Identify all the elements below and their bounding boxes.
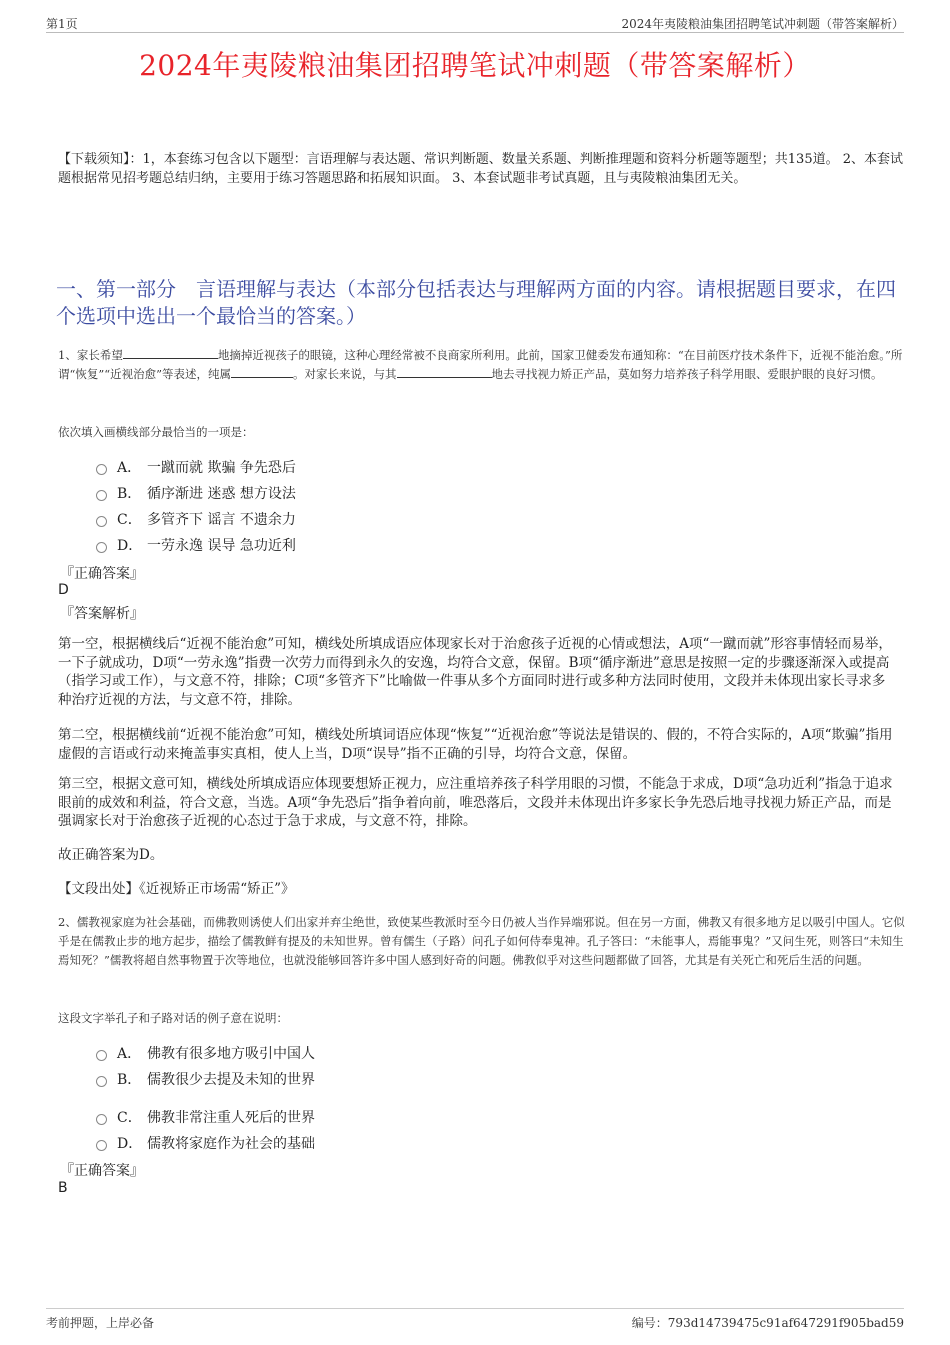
q1-analysis-conclusion: 故正确答案为D。 [58, 847, 164, 863]
q1-answer-tag: 『正确答案』 [60, 566, 144, 582]
q1-text-part-a: 1、家长希望 [58, 348, 123, 362]
radio-icon[interactable] [96, 1114, 107, 1125]
radio-icon[interactable] [96, 1050, 107, 1061]
q2-answer: B [58, 1180, 68, 1196]
question-1-text [58, 346, 906, 384]
q1-source: 【文段出处】《近视矫正市场需“矫正”》 [58, 881, 295, 897]
q1-blank-1 [123, 348, 218, 359]
q2-option-a[interactable]: A． 佛教有很多地方吸引中国人 [96, 1043, 315, 1063]
q1-text-part-b: 地摘掉近视孩子的眼镜，这种心理经常被不良商家所利用。此前，国家卫健委发布通知称：“在目前医疗技术条件下，近视不能治愈。”所谓“恢复”“近视治愈”等表述，纯属 [58, 348, 903, 381]
radio-icon[interactable] [96, 1140, 107, 1151]
q2-option-b[interactable]: B． 儒教很少去提及未知的世界 [96, 1069, 315, 1089]
footer-doc-id: 编号：793d14739475c91af647291f905bad59 [631, 1316, 904, 1330]
q1-analysis-tag: 『答案解析』 [60, 606, 144, 622]
header-doc-title: 2024年夷陵粮油集团招聘笔试冲刺题（带答案解析） [621, 17, 904, 31]
q1-text-part-c: 。对家长来说，与其 [293, 367, 397, 381]
question-2-prompt: 这段文字举孔子和子路对话的例子意在说明： [58, 1011, 288, 1025]
section-heading: 一、第一部分 言语理解与表达（本部分包括表达与理解两方面的内容。请根据题目要求，在四个选项中选出一个最恰当的答案。） [56, 277, 896, 328]
radio-icon[interactable] [96, 464, 107, 475]
question-1-prompt: 依次填入画横线部分最恰当的一项是： [58, 425, 254, 439]
footer-divider [46, 1308, 904, 1309]
question-2-text: 2、儒教视家庭为社会基础，而佛教则诱使人们出家并弃尘绝世，致使某些教派时至今日仍被人当作异端邪说。但在另一方面，佛教又有很多地方足以吸引中国人。它似乎是在儒教止步的地方起步，描绘了儒教鲜有提及的未知世界。曾有儒生（子路）问孔子如何侍奉鬼神。孔子答曰：“未能事人，焉能事鬼？”又问生死，则答曰“未知生焉知死？”儒教将超自然事物置于次等地位，也就没能够回答许多中国人感到好奇的问题。佛教似乎对这些问题都做了回答，尤其是有关死亡和死后生活的问题。 [58, 915, 905, 967]
q1-option-b[interactable]: B． 循序渐进 迷惑 想方设法 [96, 483, 296, 503]
radio-icon[interactable] [96, 1076, 107, 1087]
q2-option-d[interactable]: D． 儒教将家庭作为社会的基础 [96, 1133, 315, 1153]
header-divider [46, 32, 904, 33]
radio-icon[interactable] [96, 516, 107, 527]
radio-icon[interactable] [96, 490, 107, 501]
q1-option-a[interactable]: A． 一蹴而就 欺骗 争先恐后 [96, 457, 296, 477]
q1-text-part-d: 地去寻找视力矫正产品，莫如努力培养孩子科学用眼、爱眼护眼的良好习惯。 [491, 367, 883, 381]
q1-analysis-para-3: 第三空，根据文意可知，横线处所填成语应体现要想矫正视力，应注重培养孩子科学用眼的习惯，不能急于求成，D项“急功近利”指急于追求眼前的成效和利益，符合文意，当选。A项“争先恐后”指争着向前，唯恐落后，文段并未体现出许多家长争先恐后地寻找视力矫正产品，而是强调家长对于治愈孩子近视的心态过于急于求成，与文意不符，排除。 [58, 776, 893, 829]
q1-analysis-para-2: 第二空，根据横线前“近视不能治愈”可知，横线处所填词语应体现“恢复”“近视治愈”等说法是错误的、假的，不符合实际的，A项“欺骗”指用虚假的言语或行动来掩盖事实真相，使人上当，D项“误导”指不正确的引导，均符合文意，保留。 [58, 727, 893, 762]
q1-blank-3 [397, 367, 492, 378]
q1-option-c[interactable]: C． 多管齐下 谣言 不遗余力 [96, 509, 296, 529]
page-title: 2024年夷陵粮油集团招聘笔试冲刺题（带答案解析） [139, 49, 811, 82]
footer-slogan: 考前押题，上岸必备 [46, 1316, 155, 1330]
q1-option-d[interactable]: D． 一劳永逸 误导 急功近利 [96, 535, 296, 555]
q2-option-c[interactable]: C． 佛教非常注重人死后的世界 [96, 1107, 315, 1127]
q1-blank-2 [231, 367, 293, 378]
page-number-label: 第1页 [46, 17, 78, 31]
download-notice: 【下载须知】：1，本套练习包含以下题型：言语理解与表达题、常识判断题、数量关系题、判断推理题和资料分析题等题型；共135道。 2、本套试题根据常见招考题总结归纳，主要用于练习答题思路和拓展知识面。 3、本套试题非考试真题，且与夷陵粮油集团无关。 [58, 152, 903, 186]
q1-answer: D [58, 582, 69, 598]
q2-answer-tag: 『正确答案』 [60, 1163, 144, 1179]
q1-analysis-para-1: 第一空，根据横线后“近视不能治愈”可知，横线处所填成语应体现家长对于治愈孩子近视的心情或想法，A项“一蹴而就”形容事情轻而易举，一下子就成功，D项“一劳永逸”指费一次劳力而得到永久的安逸，均符合文意，保留。B项“循序渐进”意思是按照一定的步骤逐渐深入或提高（指学习或工作），与文意不符，排除；C项“多管齐下”比喻做一件事从多个方面同时进行或多种方法同时使用，文段并未体现出家长寻求多种治疗近视的方法，与文意不符，排除。 [58, 636, 892, 708]
radio-icon[interactable] [96, 542, 107, 553]
